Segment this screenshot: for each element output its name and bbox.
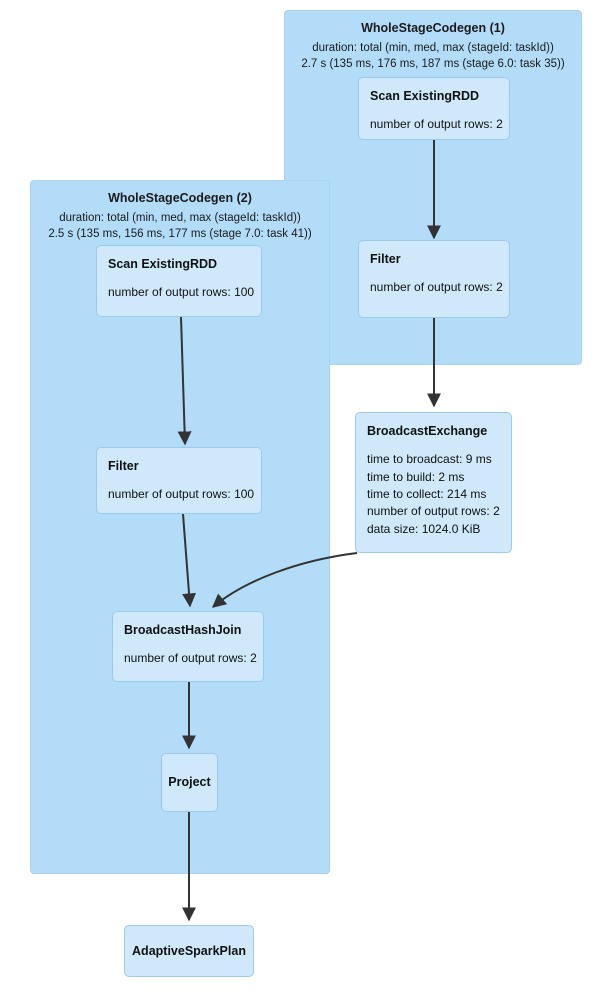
cluster-title: WholeStageCodegen (1) — [361, 21, 505, 35]
node-scan-existing-rdd-left[interactable] — [96, 245, 262, 317]
metric-line: time to collect: 214 ms — [367, 487, 487, 502]
metric-line: number of output rows: 2 — [124, 651, 257, 666]
cluster-subtitle-line2: 2.5 s (135 ms, 156 ms, 177 ms (stage 7.0: task 41)) — [48, 227, 312, 240]
node-metrics — [124, 650, 257, 667]
node-scan-existing-rdd-top[interactable] — [358, 77, 510, 140]
node-project[interactable] — [161, 753, 218, 812]
node-filter-left[interactable] — [96, 447, 262, 514]
node-title: Scan ExistingRDD — [108, 257, 218, 271]
metric-line: number of output rows: 2 — [370, 280, 503, 295]
node-title: AdaptiveSparkPlan — [132, 943, 246, 958]
node-title: BroadcastHashJoin — [124, 623, 242, 637]
cluster-subtitle-line1: duration: total (min, med, max (stageId: taskId)) — [312, 42, 554, 54]
node-title: BroadcastExchange — [367, 424, 488, 438]
node-metrics — [367, 451, 501, 538]
node-title: Scan ExistingRDD — [370, 89, 480, 103]
metric-line: data size: 1024.0 KiB — [367, 521, 481, 536]
node-title: Filter — [108, 459, 139, 473]
node-filter-top[interactable] — [358, 240, 510, 318]
metric-line: time to broadcast: 9 ms — [367, 452, 492, 467]
node-metrics — [108, 486, 255, 503]
cluster-subtitle — [31, 211, 329, 242]
node-title: Project — [168, 775, 211, 790]
node-title: Filter — [370, 252, 401, 266]
node-metrics — [108, 284, 255, 301]
node-metrics — [370, 279, 503, 296]
node-adaptive-spark-plan[interactable] — [124, 925, 254, 977]
cluster-title: WholeStageCodegen (2) — [108, 191, 252, 205]
cluster-subtitle-line1: duration: total (min, med, max (stageId: taskId)) — [59, 212, 301, 224]
metric-line: number of output rows: 100 — [108, 487, 255, 502]
metric-line: number of output rows: 2 — [370, 117, 503, 132]
metric-line: time to build: 2 ms — [367, 469, 465, 484]
metric-line: number of output rows: 100 — [108, 285, 255, 300]
node-broadcast-hash-join[interactable] — [112, 611, 264, 682]
cluster-subtitle-line2: 2.7 s (135 ms, 176 ms, 187 ms (stage 6.0: task 35)) — [301, 57, 565, 70]
node-metrics — [370, 116, 503, 133]
metric-line: number of output rows: 2 — [367, 504, 500, 519]
node-broadcast-exchange[interactable] — [355, 412, 512, 553]
cluster-subtitle — [285, 41, 581, 72]
